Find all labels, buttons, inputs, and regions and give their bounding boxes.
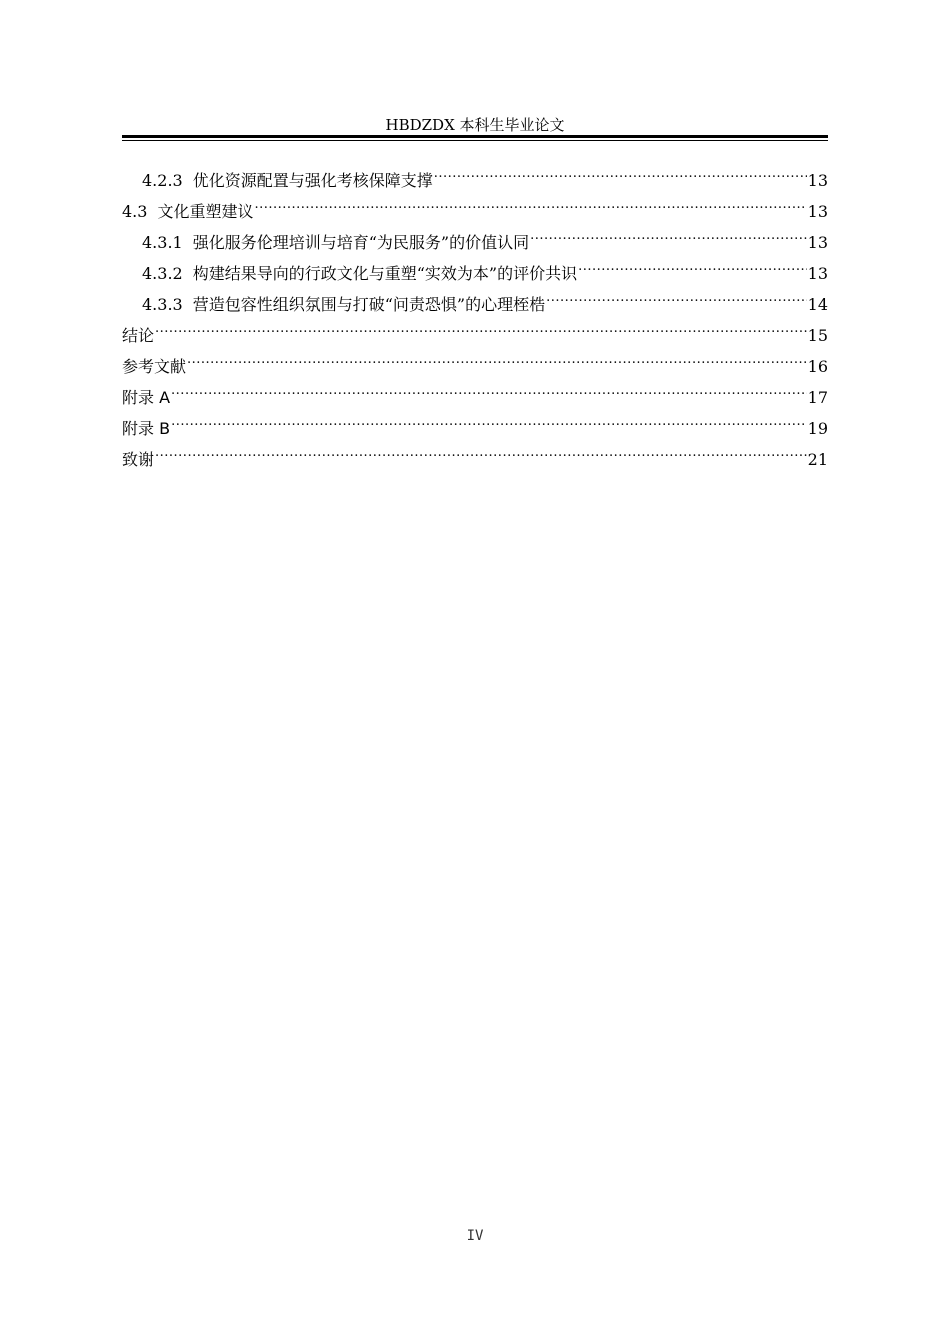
toc-entry-title: 构建结果导向的行政文化与重塑“实效为本”的评价共识 [192,264,578,283]
toc-entry-page: 21 [807,450,828,469]
toc-entry-title: 致谢 [122,450,155,469]
toc-entry-page: 14 [807,295,828,314]
toc-entry-number: 4.2.3 [142,171,183,190]
toc-entry-title: 优化资源配置与强化考核保障支撑 [192,171,433,190]
toc-entry-appendix-b[interactable] [122,403,828,438]
page-header: HBDZDX 本科生毕业论文 [385,116,565,134]
toc-dot-leader [578,248,807,279]
toc-dot-leader [254,186,806,217]
toc-entry-page: 19 [807,419,828,438]
toc-entry-title: 营造包容性组织氛围与打破“问责恐惧”的心理桎梏 [192,295,546,314]
toc-entry-4-2-3[interactable] [122,155,828,190]
toc-entry-acknowledgements[interactable] [122,434,828,469]
toc-entry-page: 16 [807,357,828,376]
toc-entry-page: 13 [807,264,828,283]
header-rule-thick [122,135,828,138]
toc-entry-page: 15 [807,326,828,345]
toc-entry-title: 参考文献 [122,357,187,376]
toc-entry-page: 17 [807,388,828,407]
toc-entry-references[interactable] [122,341,828,376]
toc-entry-number: 4.3.1 [142,233,183,252]
toc-entry-number: 4.3.2 [142,264,183,283]
table-of-contents [122,155,828,469]
toc-entry-conclusion[interactable] [122,310,828,345]
toc-dot-leader [171,403,807,434]
toc-entry-page: 13 [807,171,828,190]
toc-entry-number: 4.3.3 [142,295,183,314]
toc-entry-title: 附录 B [122,419,171,438]
toc-entry-title: 强化服务伦理培训与培育“为民服务”的价值认同 [192,233,530,252]
toc-entry-title: 结论 [122,326,155,345]
toc-entry-title: 附录 A [122,388,171,407]
toc-dot-leader [434,155,807,186]
toc-entry-title: 文化重塑建议 [157,202,254,221]
toc-entry-number: 4.3 [122,202,148,221]
toc-dot-leader [187,341,807,372]
toc-dot-leader [530,217,807,248]
header-rule-thin [122,140,828,141]
toc-dot-leader [546,279,807,310]
toc-entry-page: 13 [807,233,828,252]
toc-entry-page: 13 [807,202,828,221]
toc-dot-leader [155,310,807,341]
toc-dot-leader [171,372,807,403]
toc-entry-appendix-a[interactable] [122,372,828,407]
page-number: IV [466,1228,484,1244]
toc-dot-leader [155,434,807,465]
